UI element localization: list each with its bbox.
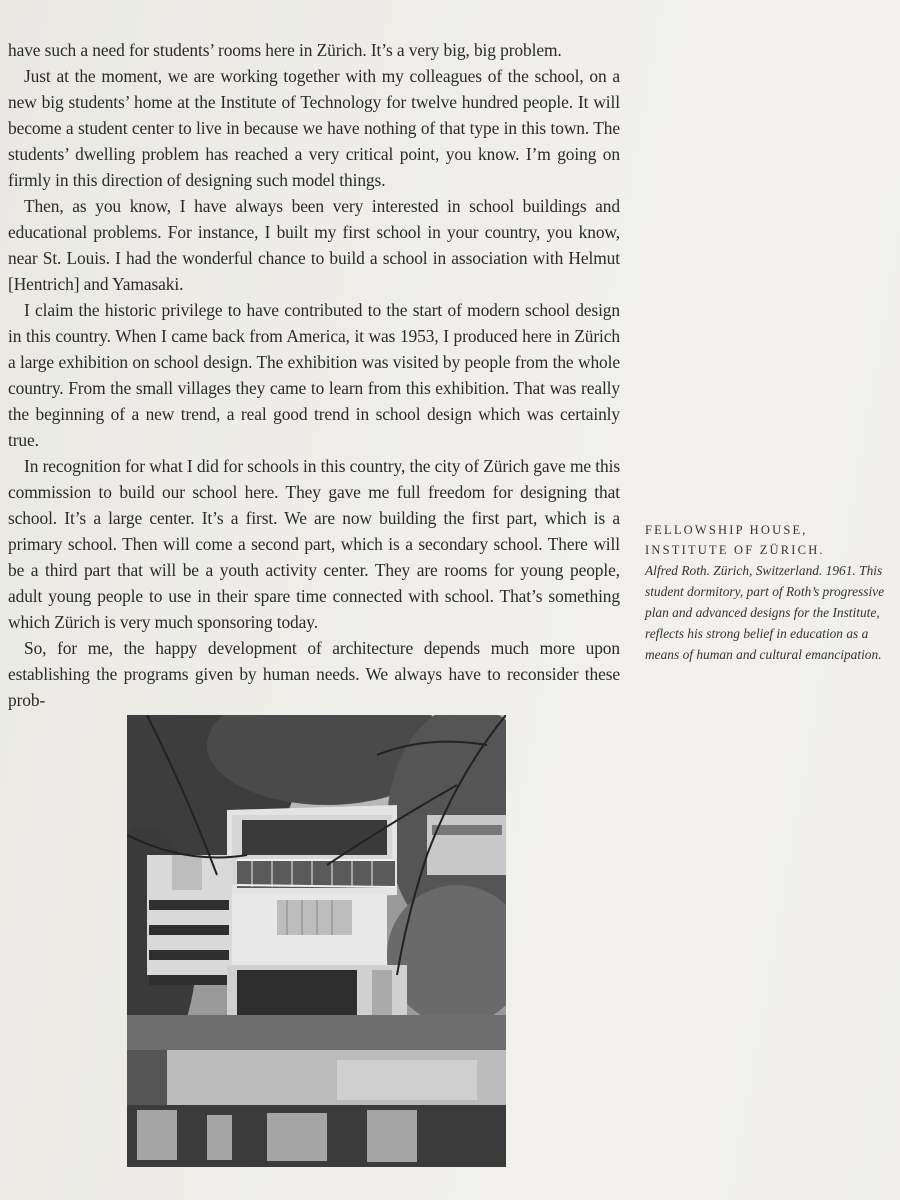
photo-caption (645, 520, 885, 665)
paragraph-4: I claim the historic privilege to have contributed to the start of modern school design in this country. When I came back from America, it was 1953, I produced here in Zürich a large exhibition on school design. The exhibition was visited by people from the whole country. From the small villages they came to learn from this exhibition. That was really the beginning of a new trend, a real good trend in school design which was certainly true. (8, 300, 620, 450)
caption-text: Alfred Roth. Zürich, Switzerland. 1961. This student dormitory, part of Roth’s progressive plan and advanced designs for the Institute, reflects his strong belief in education as a means of human and cultural emancipation. (645, 563, 885, 662)
body-text (8, 37, 620, 713)
paragraph-2: Just at the moment, we are working together with my colleagues of the school, on a new big students’ home at the Institute of Technology for twelve hundred people. It will become a student center to live in because we have nothing of that type in this town. The students’ dwelling problem has reached a very critical point, you know. I’m going on firmly in this direction of designing such model things. (8, 66, 620, 190)
paragraph-5: In recognition for what I did for schools in this country, the city of Zürich gave me this commission to build our school here. They gave me full freedom for designing that school. It’s a large center. It’s a first. We are now building the first part, which is a primary school. Then will come a second part, which is a secondary school. There will be a third part that will be a youth activity center. They are rooms for young people, adult young people to use in their spare time connected with school. That’s something which Zürich is very much sponsoring today. (8, 456, 620, 632)
caption-title-line-1: FELLOWSHIP HOUSE, (645, 523, 808, 537)
building-photo (127, 715, 506, 1167)
building-photo-illustration (127, 715, 506, 1167)
caption-title-line-2: INSTITUTE OF ZÜRICH. (645, 543, 825, 557)
paragraph-1: have such a need for students’ rooms here in Zürich. It’s a very big, big problem. (8, 40, 562, 60)
paragraph-6: So, for me, the happy development of architecture depends much more upon establishing the programs given by human needs. We always have to reconsider these prob- (8, 638, 620, 710)
paragraph-3: Then, as you know, I have always been very interested in school buildings and educational problems. For instance, I built my first school in your country, you know, near St. Louis. I had the wonderful chance to build a school in association with Helmut [Hentrich] and Yamasaki. (8, 196, 620, 294)
